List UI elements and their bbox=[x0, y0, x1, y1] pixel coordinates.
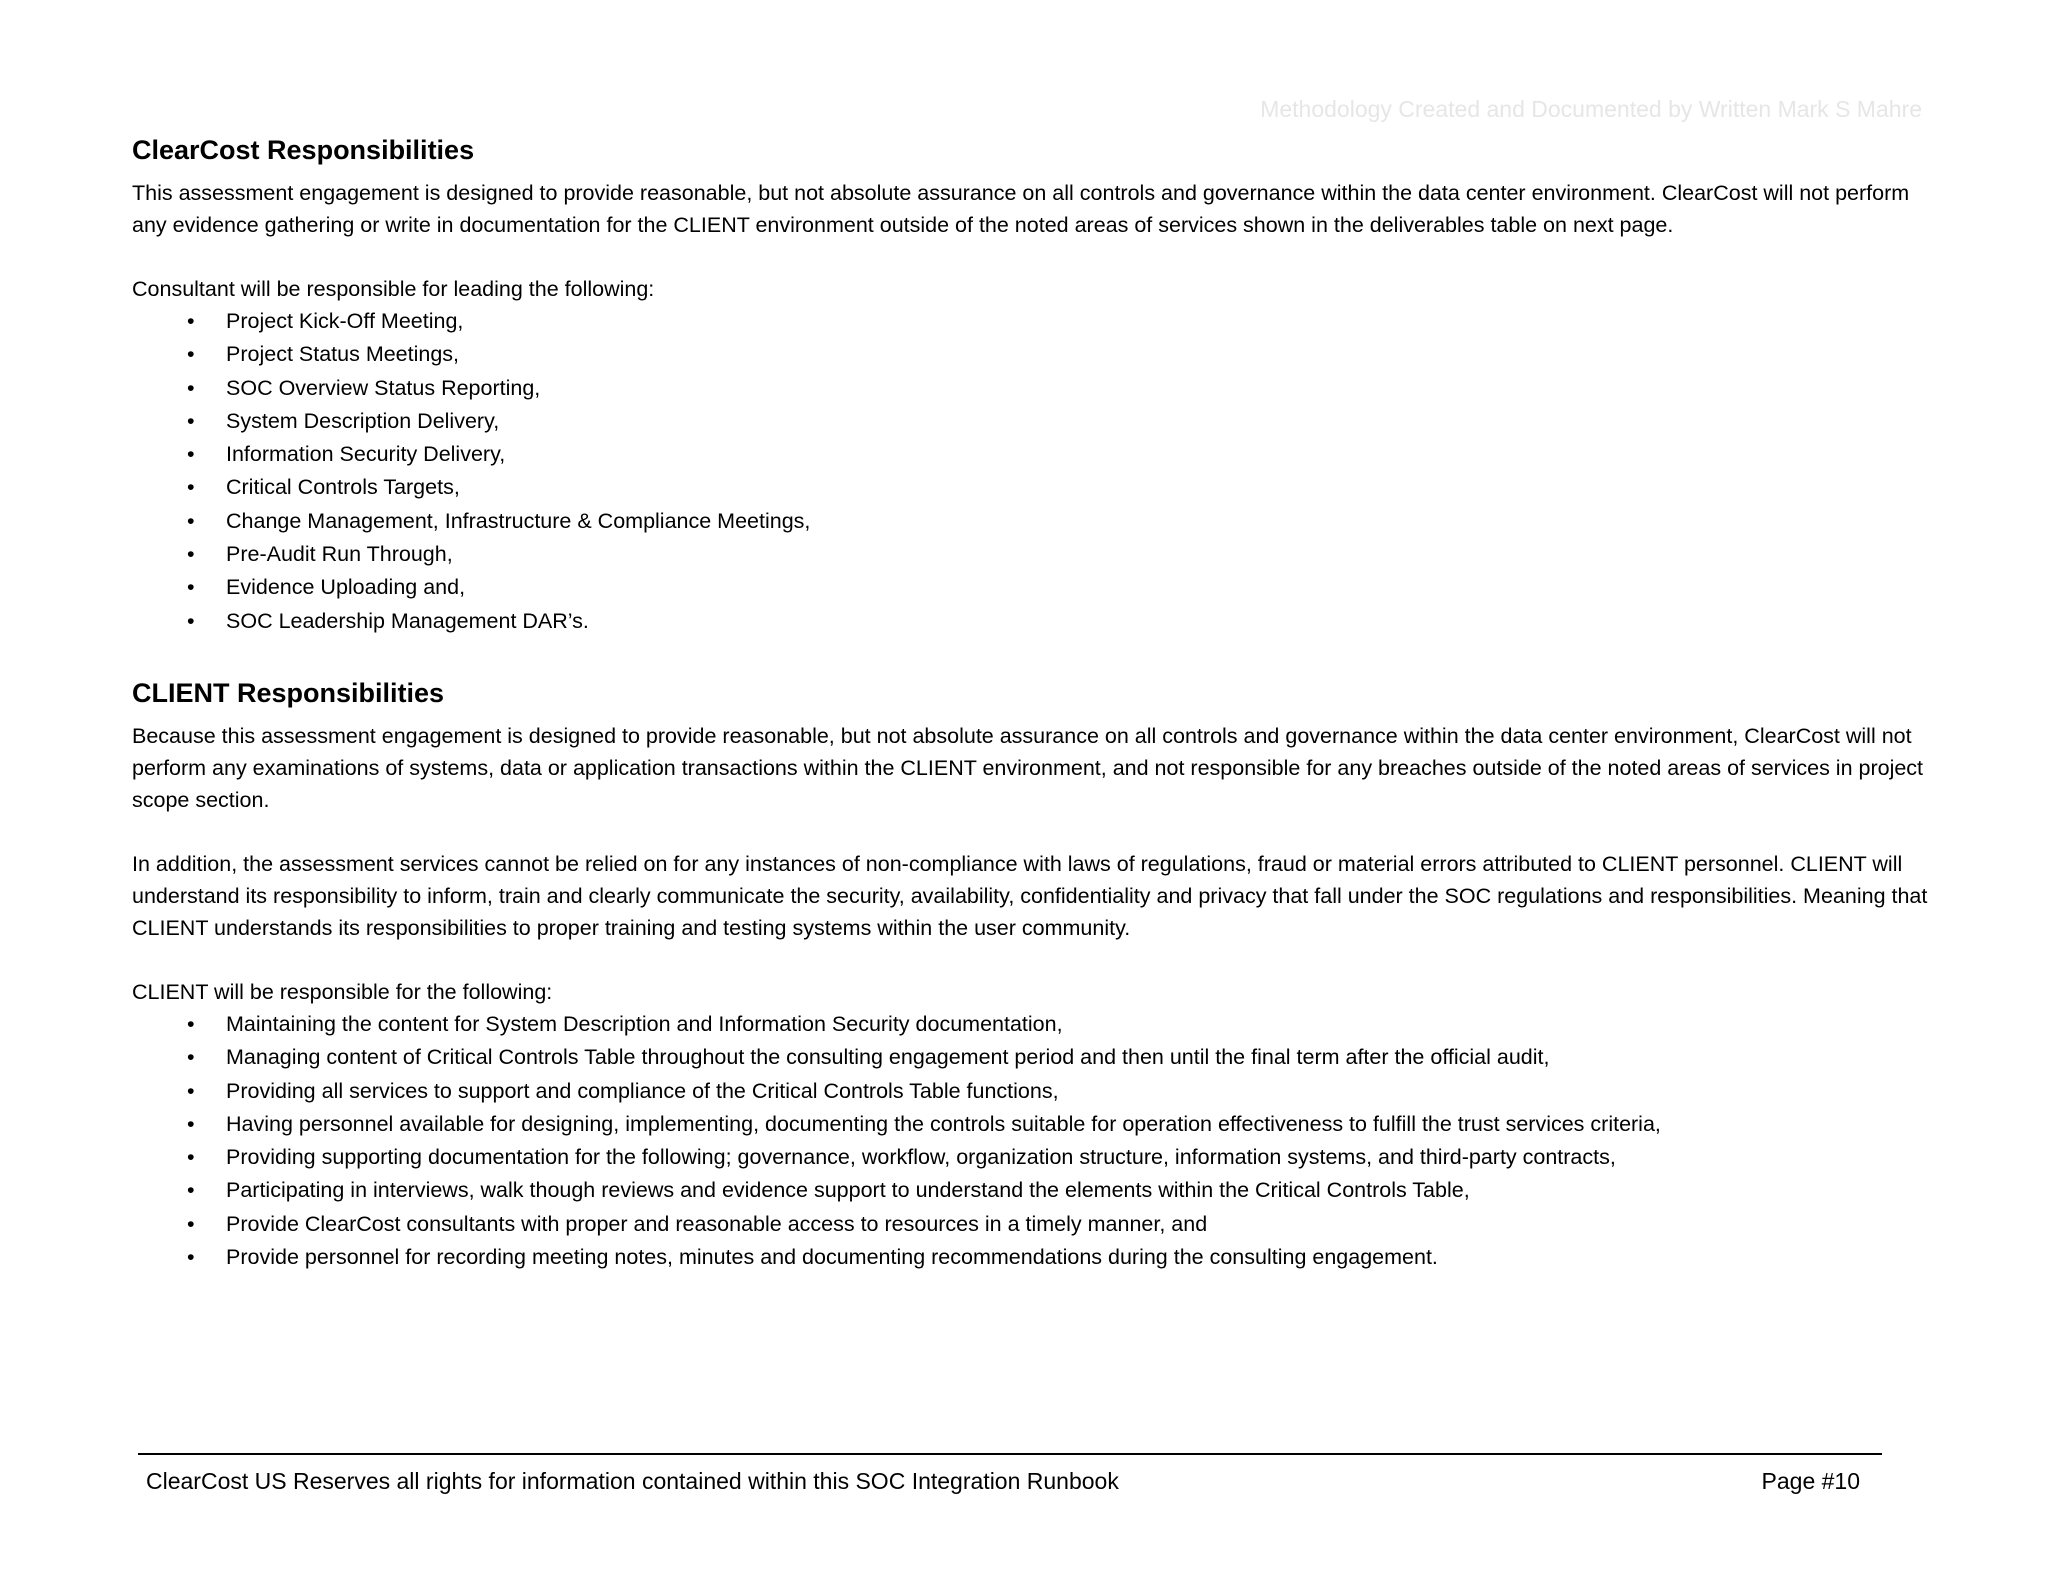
bullet-icon: • bbox=[187, 508, 195, 533]
footer-rights-text: ClearCost US Reserves all rights for information contained within this SOC Integration Runbook bbox=[146, 1468, 1119, 1494]
spacer bbox=[132, 816, 1942, 848]
consultant-lead-in: Consultant will be responsible for leading the following: bbox=[132, 277, 655, 301]
bullet-icon: • bbox=[187, 1178, 195, 1203]
bullet-icon: • bbox=[187, 1145, 195, 1170]
list-item: • Provide personnel for recording meeting notes, minutes and documenting recommendations during the consulting engagement. bbox=[132, 1241, 1942, 1274]
list-item: • Project Kick-Off Meeting, bbox=[132, 305, 1942, 338]
watermark-text: Methodology Created and Documented by Written Mark S Mahre bbox=[1260, 96, 1922, 122]
client-responsibilities-section bbox=[132, 676, 1942, 1274]
list-item: • Pre-Audit Run Through, bbox=[132, 538, 1942, 571]
client-paragraph-1: Because this assessment engagement is designed to provide reasonable, but not absolute assurance on all controls and governance within the data center environment, ClearCost will not perform any examinations of systems, data or application transactions within the CLIENT environment, and not responsible for any breaches outside of the noted areas of services in project scope section. bbox=[132, 723, 1924, 812]
list-item: • System Description Delivery, bbox=[132, 405, 1942, 438]
list-item: • SOC Overview Status Reporting, bbox=[132, 372, 1942, 405]
bullet-icon: • bbox=[187, 575, 195, 600]
list-item: • Providing all services to support and compliance of the Critical Controls Table functions, bbox=[132, 1075, 1942, 1108]
bullet-icon: • bbox=[187, 1078, 195, 1103]
bullet-icon: • bbox=[187, 442, 195, 467]
list-item: • Evidence Uploading and, bbox=[132, 571, 1942, 604]
bullet-icon: • bbox=[187, 542, 195, 567]
list-item: • SOC Leadership Management DAR’s. bbox=[132, 605, 1942, 638]
spacer bbox=[132, 638, 1942, 676]
list-item: • Participating in interviews, walk though reviews and evidence support to understand the elements within the Critical Controls Table, bbox=[132, 1174, 1942, 1207]
bullet-icon: • bbox=[187, 1011, 195, 1036]
bullet-icon: • bbox=[187, 408, 195, 433]
list-item: • Having personnel available for designing, implementing, documenting the controls suitable for operation effectiveness to fulfill the trust services criteria, bbox=[132, 1108, 1942, 1141]
bullet-icon: • bbox=[187, 1045, 195, 1070]
list-item: • Critical Controls Targets, bbox=[132, 471, 1942, 504]
bullet-icon: • bbox=[187, 342, 195, 367]
footer-divider bbox=[138, 1453, 1882, 1455]
clearcost-responsibilities-section bbox=[132, 133, 1942, 638]
list-item: • Project Status Meetings, bbox=[132, 338, 1942, 371]
list-item: • Change Management, Infrastructure & Compliance Meetings, bbox=[132, 505, 1942, 538]
page-number: Page #10 bbox=[1761, 1468, 1860, 1494]
page-content bbox=[132, 133, 1942, 1274]
bullet-icon: • bbox=[187, 475, 195, 500]
list-item: • Providing supporting documentation for the following; governance, workflow, organization structure, information systems, and third-party contracts, bbox=[132, 1141, 1942, 1174]
client-lead-in: CLIENT will be responsible for the following: bbox=[132, 979, 553, 1004]
bullet-icon: • bbox=[187, 1245, 195, 1270]
list-item: • Provide ClearCost consultants with proper and reasonable access to resources in a timely manner, and bbox=[132, 1208, 1942, 1241]
bullet-icon: • bbox=[187, 375, 195, 400]
bullet-icon: • bbox=[187, 1111, 195, 1136]
list-item: • Managing content of Critical Controls Table throughout the consulting engagement period and then until the final term after the official audit, bbox=[132, 1041, 1942, 1074]
bullet-icon: • bbox=[187, 309, 195, 333]
client-list bbox=[132, 1008, 1942, 1274]
spacer bbox=[132, 241, 1942, 273]
list-item: • Maintaining the content for System Description and Information Security documentation, bbox=[132, 1008, 1942, 1041]
spacer bbox=[132, 944, 1942, 976]
consultant-list bbox=[132, 305, 1942, 638]
client-heading: CLIENT Responsibilities bbox=[132, 677, 445, 708]
bullet-icon: • bbox=[187, 1211, 195, 1236]
client-paragraph-2: In addition, the assessment services cannot be relied on for any instances of non-compliance with laws of regulations, fraud or material errors attributed to CLIENT personnel. CLIENT will understand its responsibility to inform, train and clearly communicate the security, availability, confidentiality and privacy that fall under the SOC regulations and responsibilities. Meaning that CLIENT understands its responsibilities to proper training and testing systems within the user community. bbox=[132, 851, 1928, 940]
clearcost-intro-paragraph: This assessment engagement is designed to provide reasonable, but not absolute assurance on all controls and governance within the data center environment. ClearCost will not perform any evidence gathering or write in documentation for the CLIENT environment outside of the noted areas of services shown in the deliverables table on next page. bbox=[132, 181, 1910, 237]
bullet-icon: • bbox=[187, 608, 195, 633]
clearcost-heading: ClearCost Responsibilities bbox=[132, 135, 475, 165]
list-item: • Information Security Delivery, bbox=[132, 438, 1942, 471]
